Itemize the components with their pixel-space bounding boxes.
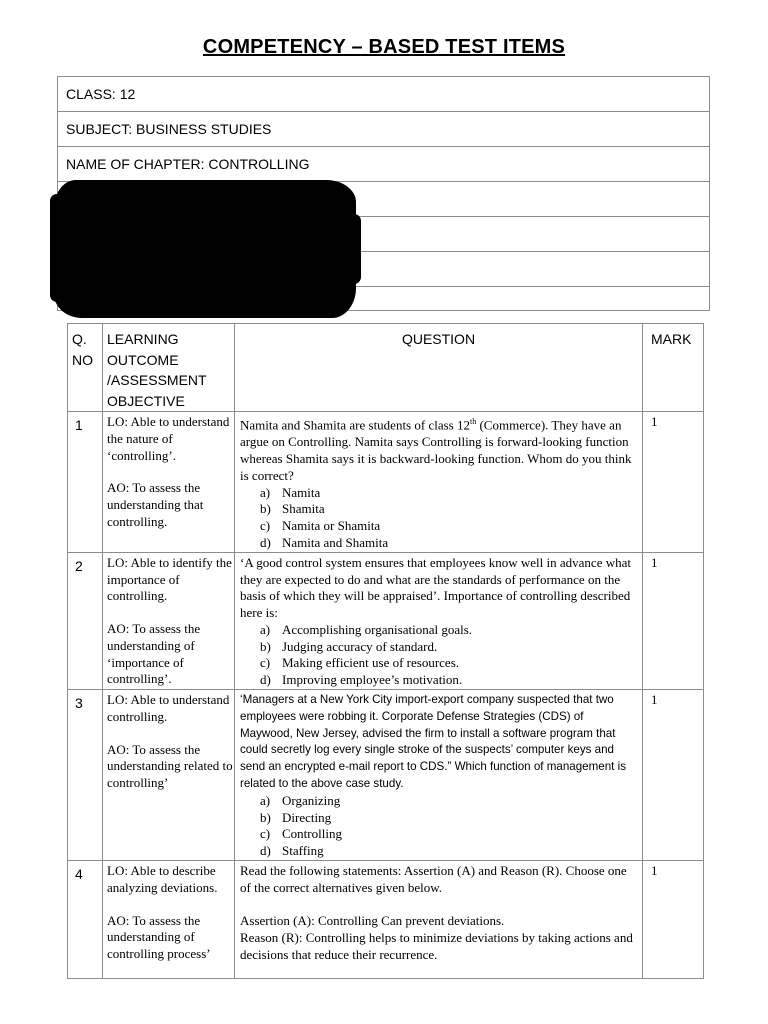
table-row <box>68 552 704 689</box>
question-cell <box>235 861 643 979</box>
chapter-field: NAME OF CHAPTER: CONTROLLING <box>58 147 710 182</box>
mark-value: 1 <box>643 861 704 979</box>
questions-table <box>67 323 704 979</box>
reason-text: Reason (R): Controlling helps to minimize deviations by taking actions and decisions that reduce their recurrence. <box>240 930 633 963</box>
option-item: c) Making efficient use of resources. <box>260 655 460 671</box>
assertion-text: Assertion (A): Controlling Can prevent deviations. <box>240 913 505 929</box>
question-number: 2 <box>68 552 103 689</box>
option-item: c) Controlling <box>260 826 342 842</box>
option-item: d) Staffing <box>260 843 324 859</box>
learning-outcome: LO: Able to describe analyzing deviations. <box>107 863 218 895</box>
header-learning-outcome: LEARNING OUTCOME /ASSESSMENT OBJECTIVE <box>103 324 235 412</box>
table-header-row <box>68 324 704 412</box>
table-row <box>68 690 704 861</box>
header-mark: MARK <box>643 324 704 412</box>
question-text: ‘Managers at a New York City import-export company suspected that two employees were robbing it. Corporate Defense Strategies (CDS) of Maywood, New Jersey, advised the firm to install a software program that could secretly log every single stroke of the suspects’ computer keys and send an encrypted e-mail report to CDS.” Which function of management is related to the above case study. <box>240 693 626 791</box>
option-item: c) Namita or Shamita <box>260 518 381 534</box>
question-cell <box>235 552 643 689</box>
question-text: Namita and Shamita are students of class 12th (Commerce). They have an argue on Controlling. Namita says Controlling is forward-looking function whereas Shamita says it is backward-looking function. Whom do you think is correct? <box>240 417 632 483</box>
class-field: CLASS: 12 <box>58 77 710 112</box>
assessment-objective: AO: To assess the understanding that controlling. <box>107 480 204 529</box>
document-title: COMPETENCY – BASED TEST ITEMS <box>202 36 566 58</box>
assessment-objective: AO: To assess the understanding of controlling process’ <box>107 912 211 962</box>
option-item: b) Judging accuracy of standard. <box>260 638 438 654</box>
mark-value: 1 <box>643 690 704 861</box>
learning-outcome: LO: Able to identify the importance of controlling. <box>107 554 232 604</box>
mark-value: 1 <box>643 552 704 689</box>
learning-outcome-cell <box>103 690 235 861</box>
assessment-objective: AO: To assess the understanding of ‘importance of controlling’. <box>107 621 201 687</box>
option-item: a) Namita <box>260 484 321 500</box>
option-item: a) Accomplishing organisational goals. <box>260 621 473 637</box>
question-text: Read the following statements: Assertion (A) and Reason (R). Choose one of the correct alternatives given below. <box>240 863 627 895</box>
options-list <box>240 793 638 860</box>
question-cell <box>235 690 643 861</box>
option-item: b) Shamita <box>260 501 325 517</box>
question-number: 1 <box>68 412 103 553</box>
learning-outcome: LO: Able to understand controlling. <box>107 692 230 724</box>
redaction-mark <box>54 180 356 318</box>
question-number: 3 <box>68 690 103 861</box>
options-list <box>240 485 638 552</box>
option-item: d) Namita and Shamita <box>260 534 389 550</box>
table-row <box>68 861 704 979</box>
assessment-objective: AO: To assess the understanding related to controlling’ <box>107 741 233 791</box>
question-number: 4 <box>68 861 103 979</box>
learning-outcome-cell <box>103 861 235 979</box>
header-qno: Q. NO <box>68 324 103 412</box>
learning-outcome: LO: Able to understand the nature of ‘controlling’. <box>107 414 230 463</box>
option-item: d) Improving employee’s motivation. <box>260 672 463 688</box>
header-question: QUESTION <box>235 324 643 412</box>
mark-value: 1 <box>643 412 704 553</box>
subject-field: SUBJECT: BUSINESS STUDIES <box>58 112 710 147</box>
learning-outcome-cell <box>103 552 235 689</box>
question-text: ‘A good control system ensures that employees know well in advance what they are expected to do and what are the standards of performance on the basis of which they will be appraised’. Importance of controlling described here is: <box>240 554 631 621</box>
table-row <box>68 412 704 553</box>
options-list <box>240 622 638 689</box>
option-item: a) Organizing <box>260 792 341 808</box>
learning-outcome-cell <box>103 412 235 553</box>
question-cell <box>235 412 643 553</box>
option-item: b) Directing <box>260 809 332 825</box>
